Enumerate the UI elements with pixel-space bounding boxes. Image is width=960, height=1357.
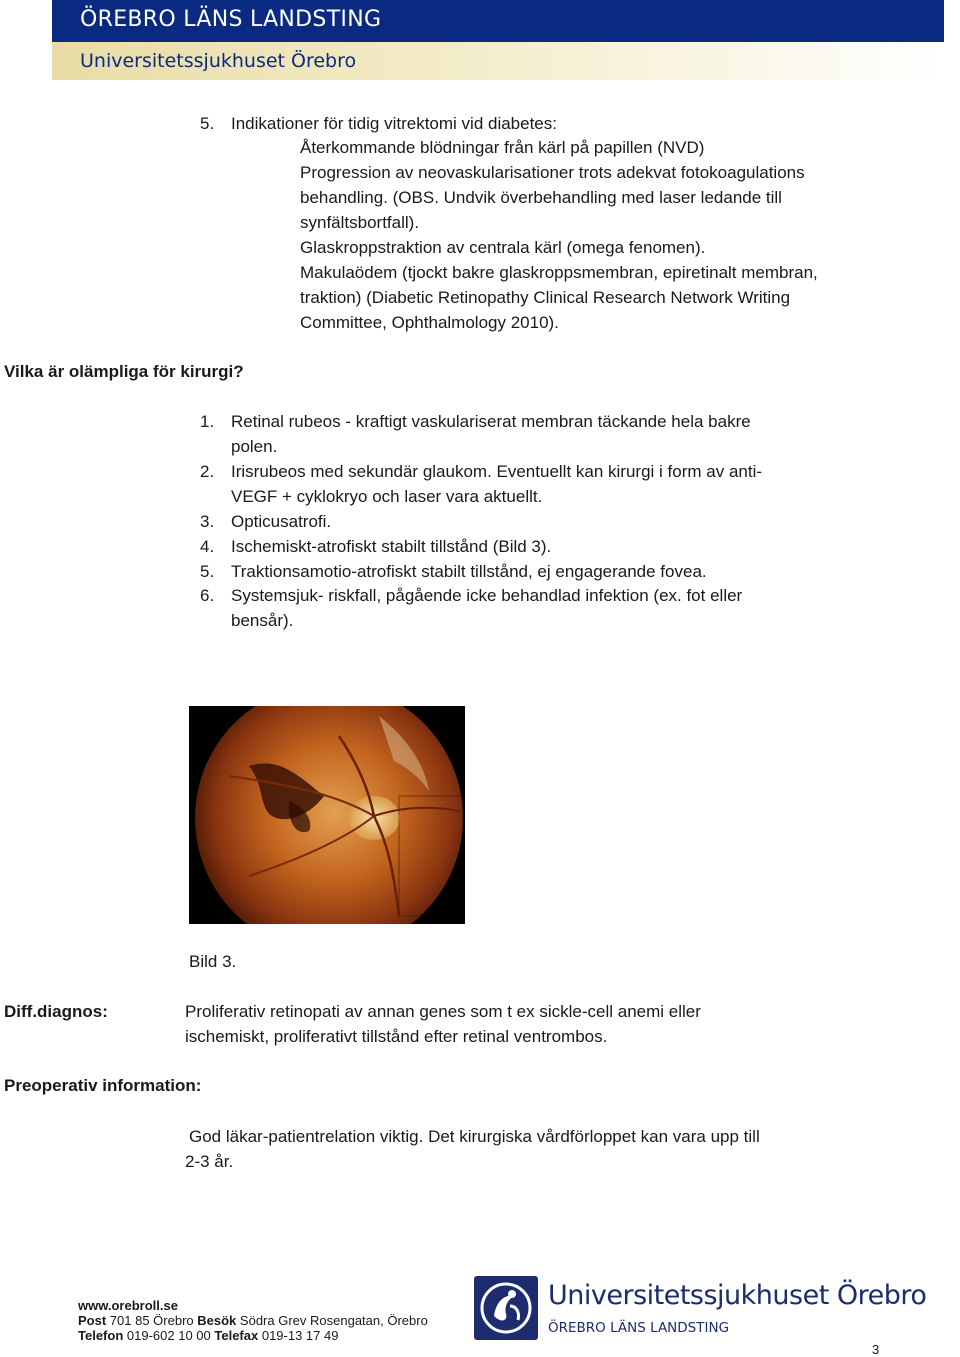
footer-phone [78, 1327, 338, 1345]
indications-title: Indikationer för tidig vitrektomi vid diabetes: [231, 114, 557, 133]
page-header [52, 0, 944, 80]
preop-line: God läkar-patientrelation viktig. Det kirurgiska vårdförloppet kan vara upp till [189, 1127, 760, 1146]
list-item-number: 5. [200, 562, 215, 581]
list-item: Traktionsamotio-atrofiskt stabilt tillstånd, ej engagerande fovea. [231, 562, 707, 581]
post-label: Post [78, 1313, 107, 1328]
page-number: 3 [872, 1342, 880, 1357]
visit-value: Södra Grev Rosengatan, Örebro [239, 1313, 428, 1328]
fundus-photograph [189, 706, 465, 924]
indications-line: Progression av neovaskularisationer trots adekvat fotokoagulations [300, 163, 805, 182]
phone-label: Telefon [78, 1328, 124, 1343]
unsuitable-heading: Vilka är olämpliga för kirurgi? [4, 362, 244, 381]
preop-line: 2-3 år. [185, 1152, 234, 1171]
diff-line: Proliferativ retinopati av annan genes som t ex sickle-cell anemi eller [185, 1002, 701, 1021]
list-item: polen. [231, 437, 278, 456]
organization-name: ÖREBRO LÄNS LANDSTING [80, 7, 382, 32]
figure-caption: Bild 3. [189, 952, 237, 971]
list-item-number: 3. [200, 512, 215, 531]
indications-line: Glaskroppstraktion av centrala kärl (omega fenomen). [300, 238, 706, 257]
indications-line: synfältsbortfall). [300, 213, 420, 232]
list-item: Ischemiskt-atrofiskt stabilt tillstånd (Bild 3). [231, 537, 552, 556]
list-item: Irisrubeos med sekundär glaukom. Eventuellt kan kirurgi i form av anti- [231, 462, 763, 481]
post-value: 701 85 Örebro [109, 1313, 194, 1328]
list-item-number: 2. [200, 462, 215, 481]
list-item-number: 1. [200, 412, 215, 431]
preop-heading: Preoperativ information: [4, 1076, 202, 1095]
phone-value: 019-602 10 00 [126, 1328, 211, 1343]
list-item: bensår). [231, 611, 294, 630]
indications-line: Committee, Ophthalmology 2010). [300, 313, 559, 332]
fax-label: Telefax [214, 1328, 259, 1343]
list-item: Retinal rubeos - kraftigt vaskulariserat membran täckande hela bakre [231, 412, 751, 431]
indications-number: 5. [200, 114, 215, 133]
diff-line: ischemiskt, proliferativt tillstånd efter retinal ventrombos. [185, 1027, 608, 1046]
list-item: VEGF + cyklokryo och laser vara aktuellt. [231, 487, 543, 506]
footer-website[interactable]: www.orebroll.se [78, 1298, 178, 1313]
list-item: Opticusatrofi. [231, 512, 332, 531]
visit-label: Besök [197, 1313, 237, 1328]
hospital-logo-icon [474, 1276, 538, 1340]
list-item-number: 4. [200, 537, 215, 556]
indications-line: Makulaödem (tjockt bakre glaskroppsmembran, epiretinalt membran, [300, 263, 818, 282]
indications-line: traktion) (Diabetic Retinopathy Clinical Research Network Writing [300, 288, 791, 307]
logo-hospital-name: Universitetssjukhuset Örebro [548, 1280, 927, 1311]
fax-value: 019-13 17 49 [261, 1328, 339, 1343]
logo-organization-name: ÖREBRO LÄNS LANDSTING [548, 1320, 730, 1336]
list-item: Systemsjuk- riskfall, pågående icke behandlad infektion (ex. fot eller [231, 586, 743, 605]
indications-line: Återkommande blödningar från kärl på papillen (NVD) [300, 138, 705, 157]
diff-label: Diff.diagnos: [4, 1002, 108, 1021]
header-top-bar [52, 0, 944, 42]
indications-line: behandling. (OBS. Undvik överbehandling med laser ledande till [300, 188, 782, 207]
list-item-number: 6. [200, 586, 215, 605]
hospital-name: Universitetssjukhuset Örebro [80, 50, 357, 72]
header-bottom-bar [52, 42, 944, 80]
